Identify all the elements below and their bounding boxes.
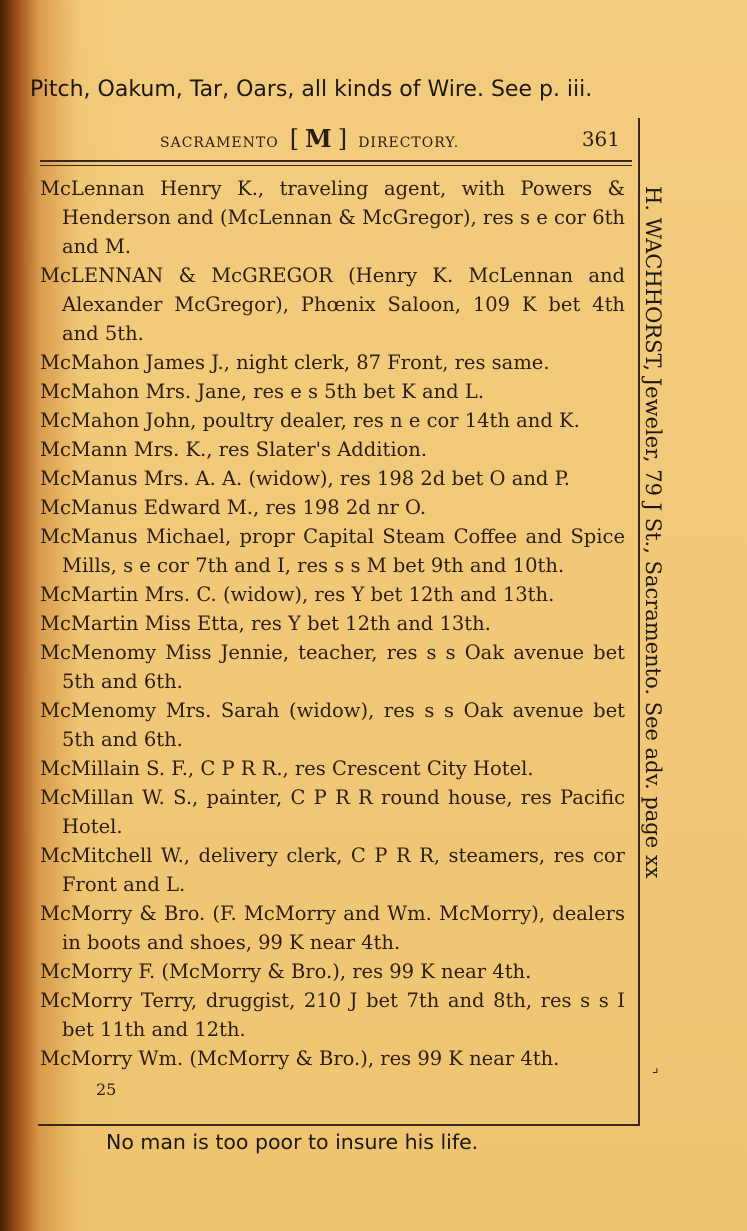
directory-entry: McMahon John, poultry dealer, res n e cor 14th and K.: [40, 409, 580, 432]
header-rule-thin: [40, 165, 632, 166]
page-number: 361: [581, 127, 620, 151]
side-advertisement-text: H. WACHHORST, Jeweler, 79 J St., Sacramento. See adv. page xx: [641, 186, 665, 879]
directory-entry: McMahon Mrs. Jane, res e s 5th bet K and L.: [40, 380, 485, 403]
directory-entry: McMorry F. (McMorry & Bro.), res 99 K near 4th.: [40, 960, 532, 983]
directory-entry: McMann Mrs. K., res Slater's Addition.: [40, 438, 428, 461]
directory-entry: McMorry Terry, druggist, 210 J bet 7th and 8th, res s s I bet 11th and 12th.: [40, 989, 625, 1041]
directory-entry: McMenomy Mrs. Sarah (widow), res s s Oak avenue bet 5th and 6th.: [40, 699, 625, 751]
directory-entry: McMillan W. S., painter, C P R R round house, res Pacific Hotel.: [40, 786, 625, 838]
directory-entry: McMillain S. F., C P R R., res Crescent City Hotel.: [40, 757, 534, 780]
header-rule: [40, 160, 632, 162]
header-bracket-close: ]: [337, 125, 348, 153]
directory-entry: McMartin Miss Etta, res Y bet 12th and 13th.: [40, 612, 491, 635]
top-advertisement: Pitch, Oakum, Tar, Oars, all kinds of Wire. See p. iii.: [30, 77, 593, 102]
running-header: [160, 122, 630, 156]
directory-entry: McMenomy Miss Jennie, teacher, res s s Oak avenue bet 5th and 6th.: [40, 641, 625, 693]
directory-entry: McMorry Wm. (McMorry & Bro.), res 99 K near 4th.: [40, 1047, 560, 1070]
directory-entry: McMorry & Bro. (F. McMorry and Wm. McMorry), dealers in boots and shoes, 99 K near 4th.: [40, 902, 625, 954]
directory-entry: McManus Michael, propr Capital Steam Coffee and Spice Mills, s e cor 7th and I, res s s M bet 9th and 10th.: [40, 525, 625, 577]
header-bracket-open: [: [289, 125, 300, 153]
footer-advertisement: No man is too poor to insure his life.: [106, 1130, 479, 1154]
directory-entry: McMitchell W., delivery clerk, C P R R, steamers, res cor Front and L.: [40, 844, 625, 896]
directory-entry: McLENNAN & McGREGOR (Henry K. McLennan and Alexander McGregor), Phœnix Saloon, 109 K bet 4th and 5th.: [40, 264, 625, 345]
directory-entry: McManus Mrs. A. A. (widow), res 198 2d bet O and P.: [40, 467, 570, 490]
header-letter: M: [305, 124, 332, 153]
directory-entry: McMartin Mrs. C. (widow), res Y bet 12th and 13th.: [40, 583, 555, 606]
signature-mark: 25: [96, 1080, 117, 1099]
side-advertisement: [641, 186, 669, 879]
header-directory: DIRECTORY.: [358, 135, 460, 151]
header-city: SACRAMENTO: [160, 135, 279, 151]
directory-entry: McManus Edward M., res 198 2d nr O.: [40, 496, 427, 519]
corner-mark-icon: ⌟: [652, 1060, 659, 1076]
directory-entries: [40, 174, 625, 1073]
directory-entry: McMahon James J., night clerk, 87 Front, res same.: [40, 351, 550, 374]
directory-entry: McLennan Henry K., traveling agent, with Powers & Henderson and (McLennan & McGregor), res s e cor 6th and M.: [40, 177, 625, 258]
